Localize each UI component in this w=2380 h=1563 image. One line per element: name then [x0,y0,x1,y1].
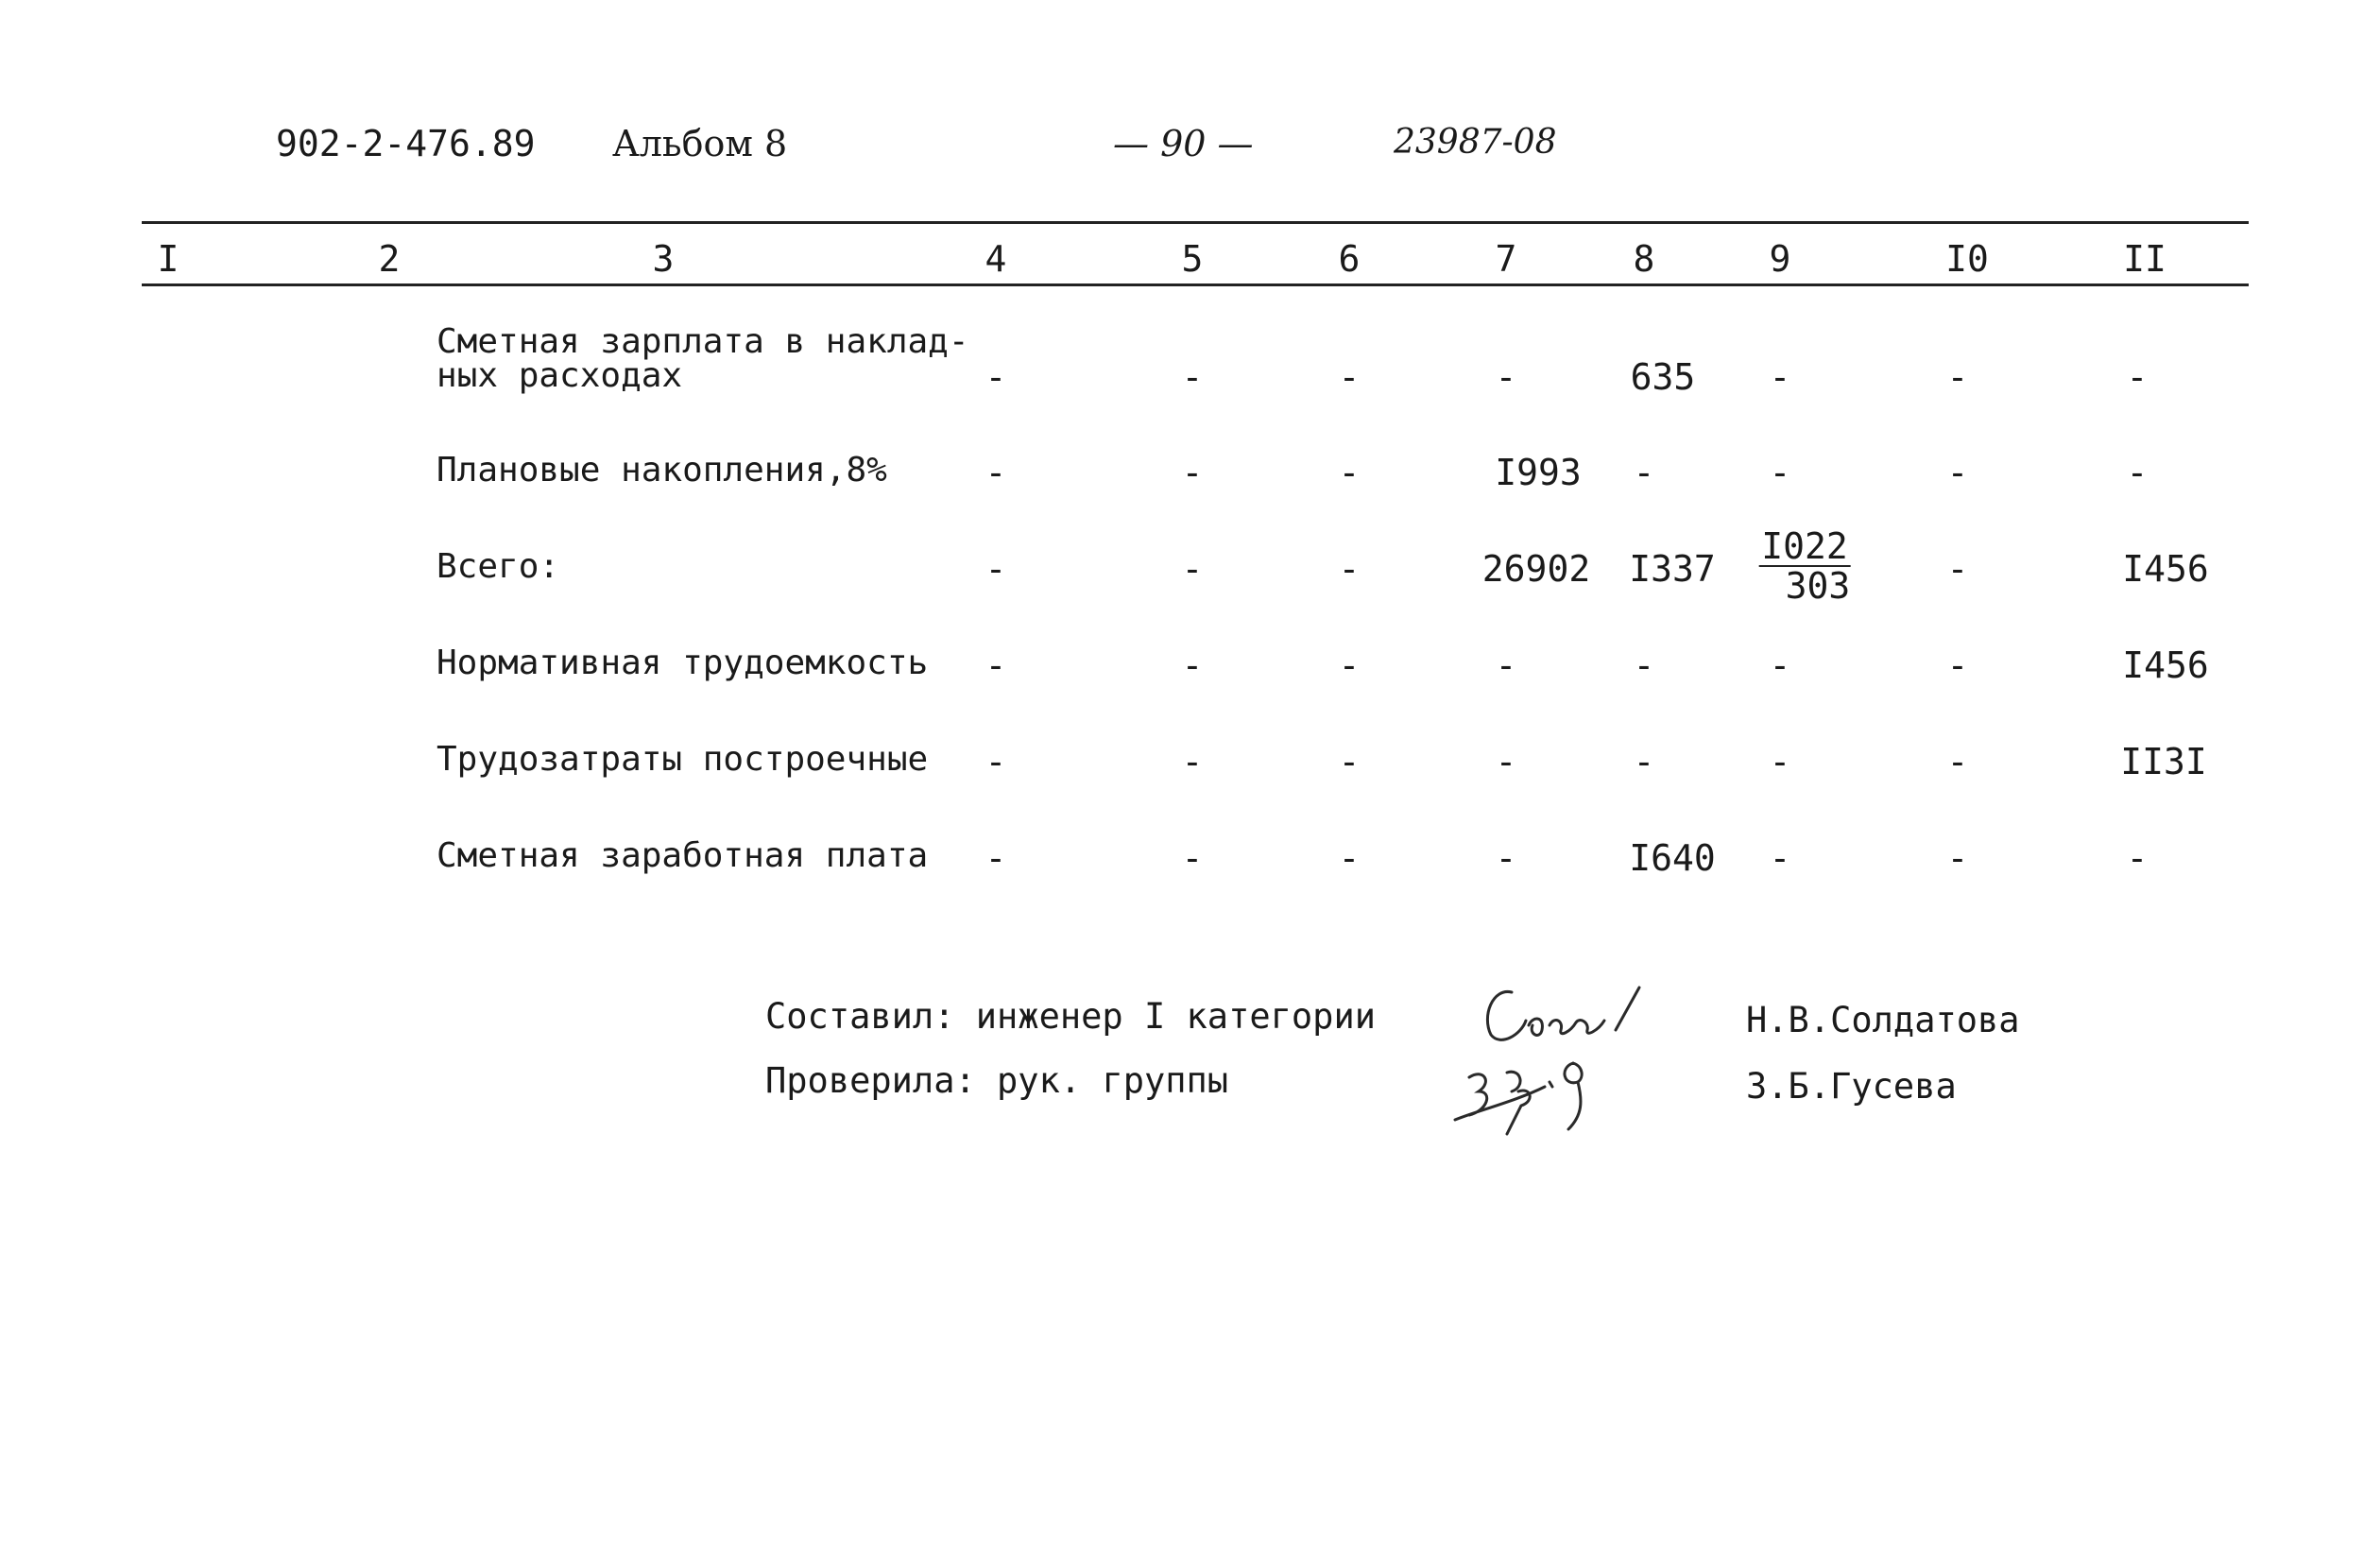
table-cell: - [1633,644,1655,686]
table-cell: - [1495,741,1517,782]
document-code: 902-2-476.89 [276,123,536,164]
fraction-denominator: 303 [1785,565,1851,607]
table-cell: - [1946,356,1969,398]
table-cell: - [985,548,1007,590]
table-cell: - [1946,548,1969,590]
column-number: 4 [985,238,1007,280]
table-cell: - [1495,644,1517,686]
fraction-cell [1759,527,1851,605]
column-number: 8 [1633,238,1655,280]
table-cell: I993 [1495,452,1582,493]
page-number: — 90 — [1113,123,1254,164]
column-number: I [157,238,180,280]
compiled-by-label: Составил: инженер I категории [765,996,1377,1037]
signature-guseva [1441,1049,1611,1143]
table-cell: - [985,452,1007,493]
table-cell: - [985,644,1007,686]
table-cell: - [985,356,1007,398]
table-cell: - [1946,644,1969,686]
table-cell: - [1495,837,1517,879]
table-cell: - [2126,837,2149,879]
row-label: Нормативная трудоемкость [437,644,929,682]
row-label: Сметная заработная плата [437,836,929,875]
column-number: II [2123,238,2166,280]
table-cell: II3I [2120,741,2207,782]
fraction-numerator: I022 [1759,527,1851,567]
row-label: Сметная зарплата в наклад- [437,322,969,361]
row-label: Всего: [437,547,560,586]
column-number: 7 [1495,238,1517,280]
table-cell: - [1181,548,1204,590]
table-cell: - [985,837,1007,879]
table-cell: - [1633,452,1655,493]
table-cell: - [1769,644,1791,686]
table-cell: - [1338,548,1361,590]
checked-by-name: З.Б.Гусева [1746,1066,1957,1107]
table-cell: - [1338,356,1361,398]
table-cell: - [985,741,1007,782]
table-cell: - [1946,741,1969,782]
checked-by-label: Проверила: рук. группы [765,1060,1229,1101]
column-number: 3 [652,238,675,280]
table-cell: - [1769,452,1791,493]
column-number: 2 [378,238,401,280]
table-cell: 26902 [1481,548,1591,590]
table-cell: I456 [2122,644,2209,686]
table-cell: - [1338,741,1361,782]
table-cell: - [1769,837,1791,879]
table-cell: - [1769,741,1791,782]
table-cell: - [2126,356,2149,398]
table-cell: - [1181,741,1204,782]
compiled-by-name: Н.В.Солдатова [1746,1000,2020,1040]
column-number: 6 [1338,238,1361,280]
table-cell: I456 [2122,548,2209,590]
table-cell: - [1946,452,1969,493]
table-cell: - [1181,644,1204,686]
column-number: I0 [1945,238,1989,280]
row-label: Плановые накопления,8% [437,451,887,490]
table-cell: 635 [1630,356,1696,398]
column-number: 9 [1769,238,1791,280]
table-cell: - [1338,837,1361,879]
table-cell: I337 [1629,548,1716,590]
table-cell: - [1946,837,1969,879]
table-cell: I640 [1629,837,1716,879]
table-cell: - [1181,452,1204,493]
table-cell: - [1338,644,1361,686]
signature-soldatova [1474,973,1701,1049]
table-cell: - [1495,356,1517,398]
table-cell: - [1338,452,1361,493]
table-cell: - [1181,837,1204,879]
inventory-number: 23987-08 [1394,123,1557,162]
row-label: Трудозатраты построечные [437,740,929,779]
table-top-rule [142,221,2249,224]
table-header-rule [142,283,2249,286]
table-cell: - [2126,452,2149,493]
column-number: 5 [1181,238,1204,280]
row-label: ных расходах [437,356,683,395]
table-cell: - [1633,741,1655,782]
table-cell: - [1181,356,1204,398]
album-label: Альбом 8 [612,123,788,164]
table-cell: - [1769,356,1791,398]
